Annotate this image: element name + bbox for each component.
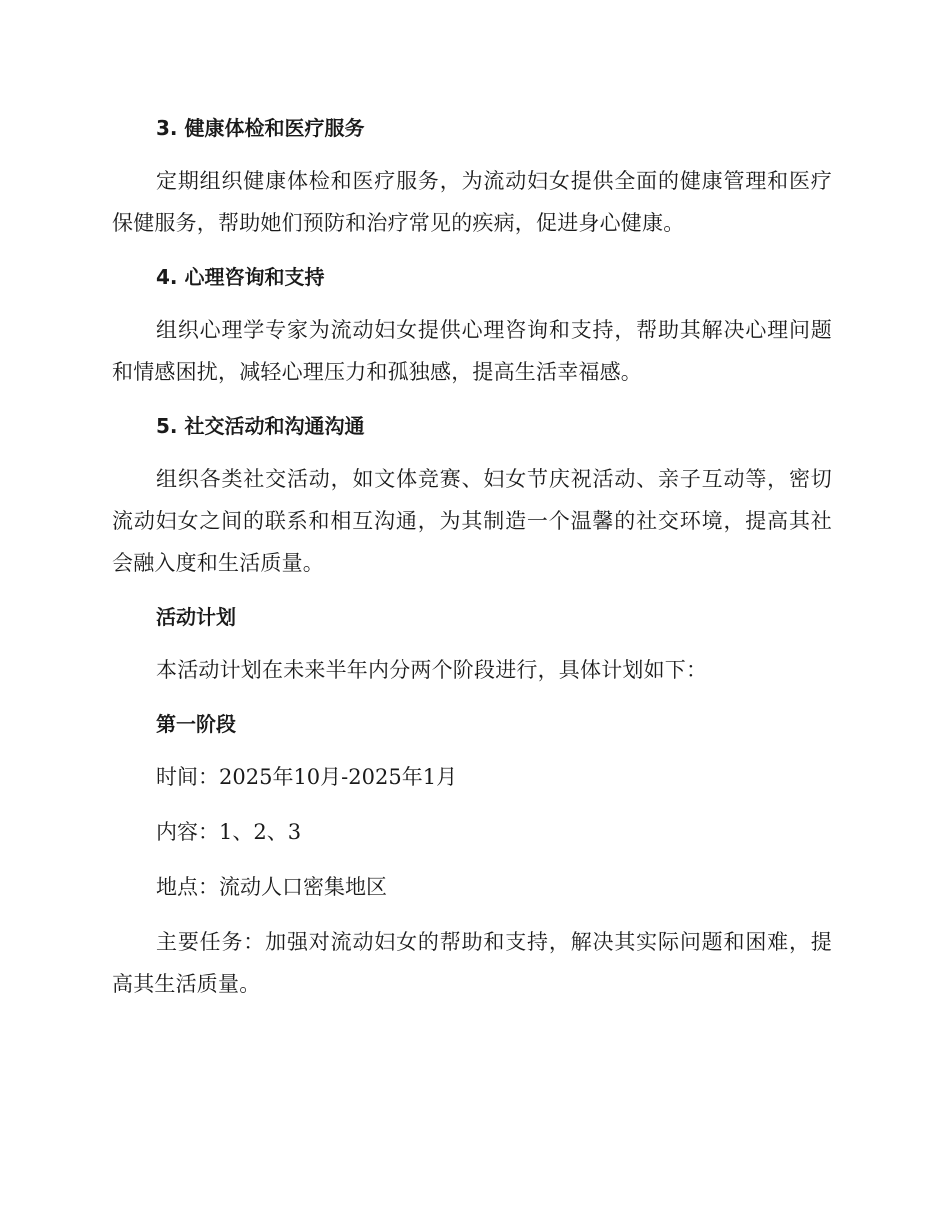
phase-1-task: 主要任务：加强对流动妇女的帮助和支持，解决其实际问题和困难，提高其生活质量。 [112,930,832,996]
section-3-heading: 3. 健康体检和医疗服务 [156,116,365,140]
section-5-heading: 5. 社交活动和沟通沟通 [156,414,365,438]
section-4-paragraph: 组织心理学专家为流动妇女提供心理咨询和支持，帮助其解决心理问题和情感困扰，减轻心理压力和孤独感，提高生活幸福感。 [112,318,832,384]
phase-1-location: 地点：流动人口密集地区 [156,875,387,899]
activity-plan-heading: 活动计划 [156,605,236,629]
phase-1-time: 时间：2025年10月-2025年1月 [156,765,458,789]
section-5-paragraph: 组织各类社交活动，如文体竞赛、妇女节庆祝活动、亲子互动等，密切流动妇女之间的联系和相互沟通，为其制造一个温馨的社交环境，提高其社会融入度和生活质量。 [112,467,832,575]
section-4-heading: 4. 心理咨询和支持 [156,265,325,289]
phase-1-content: 内容：1、2、3 [156,820,302,844]
section-3-paragraph: 定期组织健康体检和医疗服务，为流动妇女提供全面的健康管理和医疗保健服务，帮助她们预防和治疗常见的疾病，促进身心健康。 [112,169,832,235]
phase-1-heading: 第一阶段 [156,712,236,736]
activity-plan-intro: 本活动计划在未来半年内分两个阶段进行，具体计划如下： [156,658,708,682]
document-content [112,108,832,1018]
